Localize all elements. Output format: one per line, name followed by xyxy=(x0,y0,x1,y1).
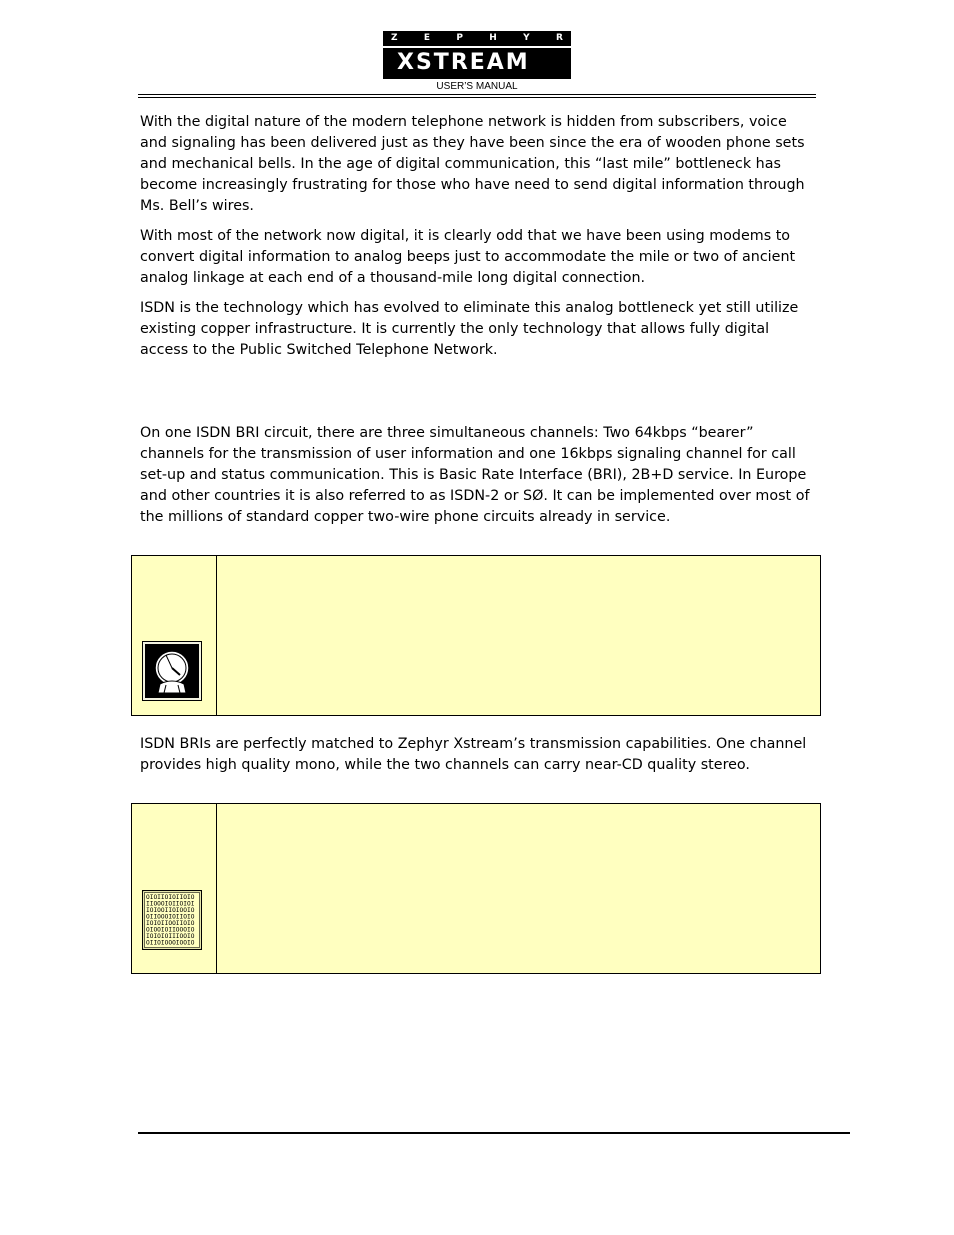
paragraph-bri-channels: On one ISDN BRI circuit, there are three simultaneous channels: Two 64kbps “bearer” channels for the transmission of user information and one 16kbps signaling channel for call set-up and status communication. This is Basic Rate Interface (BRI), 2B+D service. In Europe and other countries it is also referred to as ISDN-2 or SØ. It can be implemented over most of the millions of standard copper two-wire phone circuits already in service. xyxy=(140,425,810,525)
paragraph-last-mile: With the digital nature of the modern telephone network is hidden from subscribers, voice and signaling has been delivered just as they have been since the era of wooden phone sets and mechanical bells. In the age of digital communication, this “last mile” bottleneck has become increasingly frustrating for those who have need to send digital information through Ms. Bell’s wires. xyxy=(140,114,805,214)
svg-text:IOIOIIOOIIOIO: IOIOIIOOIIOIO xyxy=(146,920,195,927)
callout-box-binary xyxy=(131,803,821,974)
paragraph-bri-matched: ISDN BRIs are perfectly matched to Zephyr Xstream’s transmission capabilities. One channel provides high quality mono, while the two channels can carry near-CD quality stereo. xyxy=(140,736,807,773)
manual-subtitle: USER’S MANUAL xyxy=(436,81,518,92)
callout-divider xyxy=(216,556,217,715)
logo-rule xyxy=(383,46,571,48)
paragraph-isdn-intro: ISDN is the technology which has evolved to eliminate this analog bottleneck yet still utilize existing copper infrastructure. It is currently the only technology that allows fully digital access to the Public Switched Telephone Network. xyxy=(140,300,799,358)
binary-data-icon xyxy=(142,890,202,950)
gauge-icon xyxy=(142,641,202,701)
logo-wordmark: XSTREAM xyxy=(397,50,530,75)
svg-text:IOIOIOIIIOOIO: IOIOIOIIIOOIO xyxy=(146,933,195,940)
svg-text:OIIOIOOOIOOIO: OIIOIOOOIOOIO xyxy=(146,939,195,947)
logo-top-letters: Z E P H Y R xyxy=(391,33,563,43)
paragraph-modems: With most of the network now digital, it is clearly odd that we have been using modems to convert digital information to analog beeps just to accommodate the mile or two of ancient analog linkage at each end of a thousand-mile long digital connection. xyxy=(140,228,796,286)
svg-text:IIOOOIOIIOIOI: IIOOOIOIIOIOI xyxy=(146,900,195,908)
svg-text:OIIOOOIOIIOIO: OIIOOOIOIIOIO xyxy=(146,913,195,921)
svg-text:OIOOIOIIOOOIO: OIOOIOIIOOOIO xyxy=(146,926,195,934)
callout-box-gauge xyxy=(131,555,821,716)
callout-divider xyxy=(216,804,217,973)
zephyr-xstream-logo xyxy=(383,31,571,79)
header-rule-bottom xyxy=(138,97,816,98)
svg-text:OIOIIOIOIIOIO: OIOIIOIOIIOIO xyxy=(146,894,195,901)
svg-text:IOIOOIIOIOOIO: IOIOOIIOIOOIO xyxy=(146,907,195,914)
header-rule-top xyxy=(138,94,816,95)
footer-rule xyxy=(138,1132,850,1134)
